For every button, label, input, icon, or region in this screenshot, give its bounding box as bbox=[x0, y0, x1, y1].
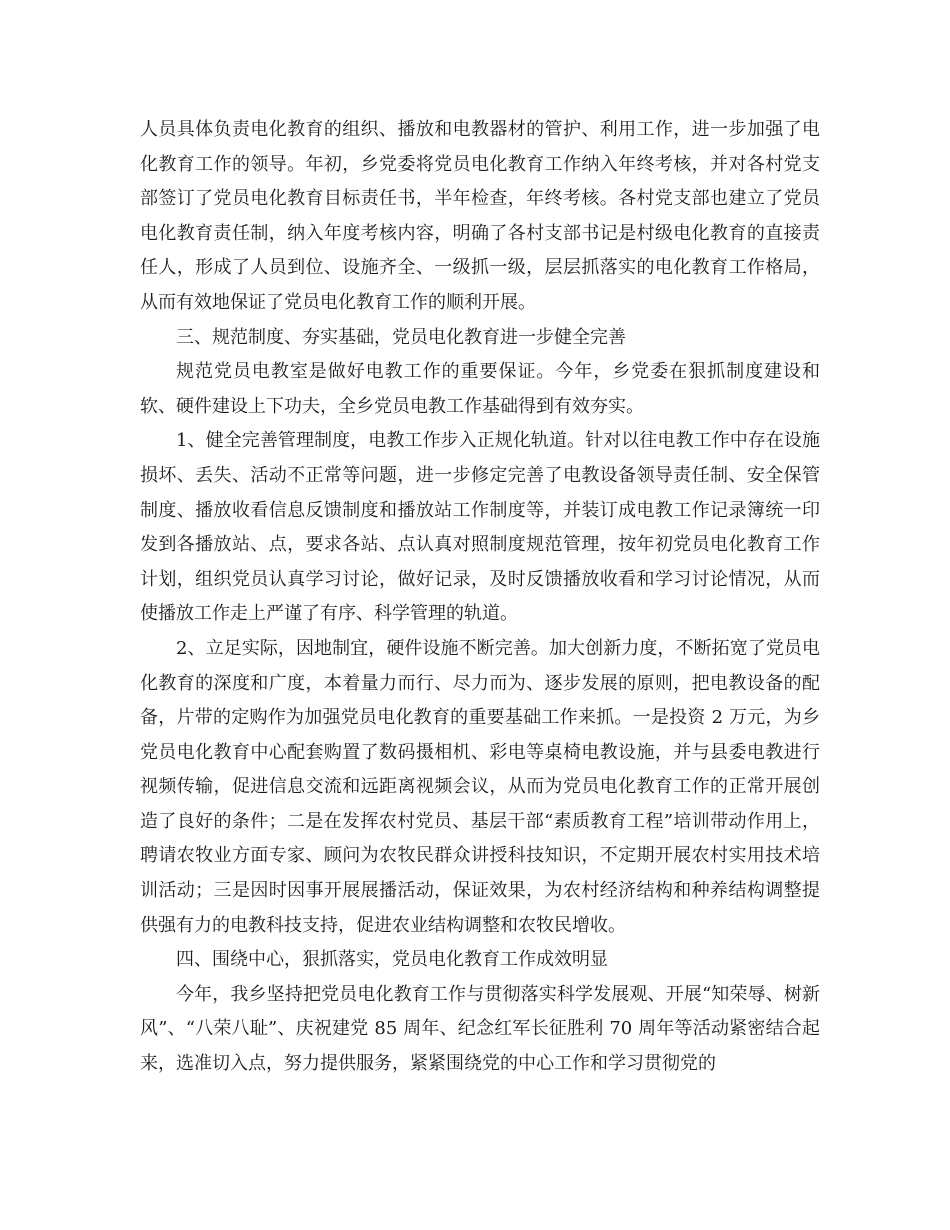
paragraph-section-three-intro: 规范党员电教室是做好电教工作的重要保证。今年，乡党委在狠抓制度建设和软、硬件建设上下功夫，全乡党员电教工作基础得到有效夯实。 bbox=[140, 361, 820, 417]
document-body bbox=[140, 113, 820, 1082]
paragraph-item-one: 1、健全完善管理制度，电教工作步入正规化轨道。针对以往电教工作中存在设施损坏、丢失、活动不正常等问题，进一步修定完善了电教设备领导责任制、安全保管制度、播放收看信息反馈制度和播放站工作制度等，并装订成电教工作记录簿统一印发到各播放站、点，要求各站、点认真对照制度规范管理，按年初党员电化教育工作计划，组织党员认真学习讨论，做好记录，及时反馈播放收看和学习讨论情况，从而使播放工作走上严谨了有序、科学管理的轨道。 bbox=[140, 430, 820, 625]
section-heading-three: 三、规范制度、夯实基础，党员电化教育进一步健全完善 bbox=[176, 326, 626, 348]
paragraph-intro: 人员具体负责电化教育的组织、播放和电教器材的管护、利用工作，进一步加强了电化教育工作的领导。年初，乡党委将党员电化教育工作纳入年终考核，并对各村党支部签订了党员电化教育目标责任书，半年检查，年终考核。各村党支部也建立了党员电化教育责任制，纳入年度考核内容，明确了各村支部书记是村级电化教育的直接责任人，形成了人员到位、设施齐全、一级抓一级，层层抓落实的电化教育工作格局，从而有效地保证了党员电化教育工作的顺利开展。 bbox=[140, 119, 820, 313]
paragraph-item-two: 2、立足实际，因地制宜，硬件设施不断完善。加大创新力度，不断拓宽了党员电化教育的深度和广度，本着量力而行、尽力而为、逐步发展的原则，把电教设备的配备，片带的定购作为加强党员电化教育的重要基础工作来抓。一是投资 2 万元，为乡党员电化教育中心配套购置了数码摄相机、彩电等桌椅电教设施，并与县委电教进行视频传输，促进信息交流和远距离视频会议，从而为党员电化教育工作的正常开展创造了良好的条件；二是在发挥农村党员、基层干部“素质教育工程”培训带动作用上，聘请农牧业方面专家、顾问为农牧民群众讲授科技知识，不定期开展农村实用技术培训活动；三是因时因事开展展播活动，保证效果，为农村经济结构和种养结构调整提供强有力的电教科技支持，促进农业结构调整和农牧民增收。 bbox=[140, 637, 820, 936]
paragraph-section-four-intro: 今年，我乡坚持把党员电化教育工作与贯彻落实科学发展观、开展“知荣辱、树新风”、“八荣八耻”、庆祝建党 85 周年、纪念红军长征胜利 70 周年等活动紧密结合起来，选准切入点，努力提供服务，紧紧围绕党的中心工作和学习贯彻党的 bbox=[140, 983, 820, 1075]
section-heading-four: 四、围绕中心，狠抓落实，党员电化教育工作成效明显 bbox=[176, 949, 608, 971]
